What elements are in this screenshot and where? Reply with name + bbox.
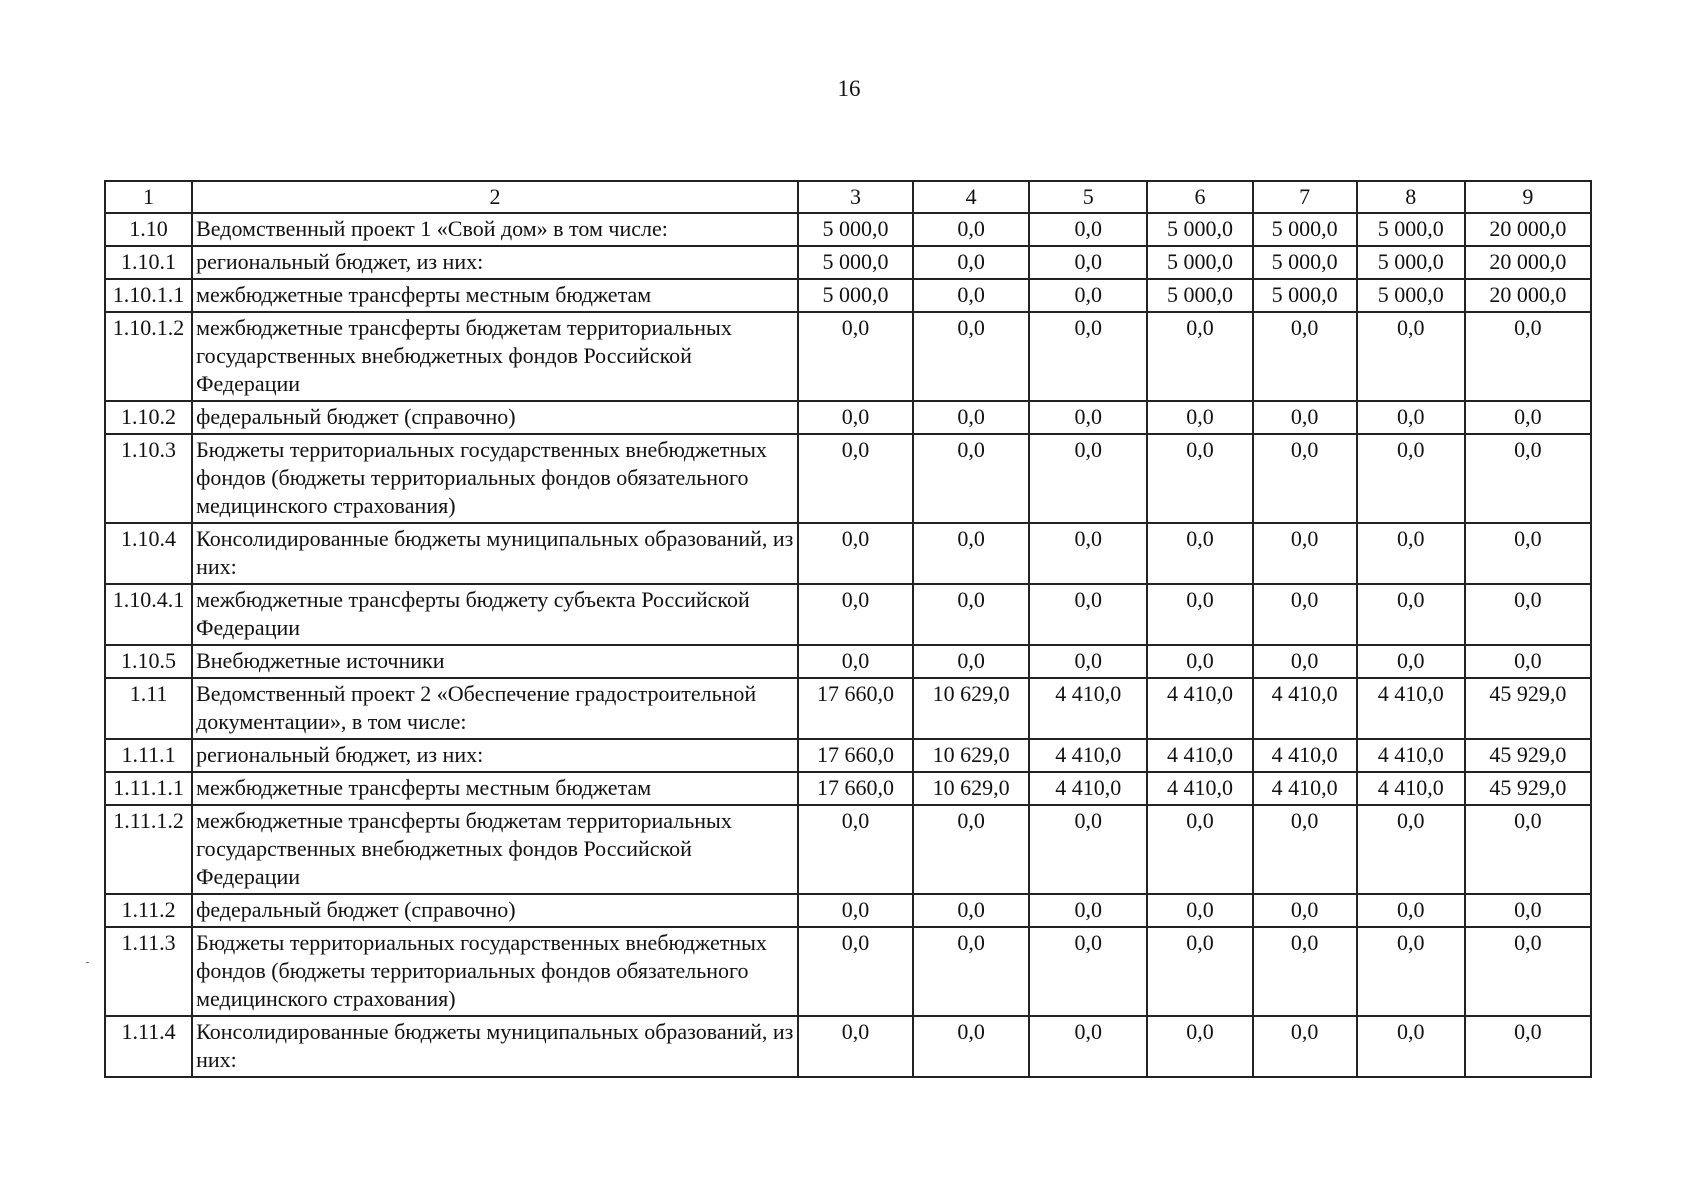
row-value-cell: 4 410,0 [1029,739,1147,772]
column-header: 1 [105,181,192,213]
table-row [105,927,1591,1016]
row-value-cell: 0,0 [798,805,913,894]
row-value-cell: 0,0 [798,894,913,927]
row-value-cell: 5 000,0 [1147,279,1252,312]
table-row [105,894,1591,927]
row-value-cell: 0,0 [1357,894,1465,927]
budget-table [104,180,1592,1078]
row-value-cell: 0,0 [798,584,913,645]
row-value-cell: 10 629,0 [913,739,1029,772]
row-value-cell: 0,0 [798,434,913,523]
row-value-cell: 0,0 [798,523,913,584]
row-value-cell: 4 410,0 [1357,772,1465,805]
row-value-cell: 0,0 [1465,645,1591,678]
row-name-cell: региональный бюджет, из них: [192,246,798,279]
table-row [105,213,1591,246]
row-value-cell: 5 000,0 [1357,246,1465,279]
row-value-cell: 0,0 [1147,312,1252,401]
row-value-cell: 0,0 [1253,434,1357,523]
row-value-cell: 0,0 [1357,401,1465,434]
row-code-cell: 1.11 [105,678,192,739]
row-name-cell: межбюджетные трансферты бюджетам территориальных государственных внебюджетных фондов Российской Федерации [192,312,798,401]
row-value-cell: 0,0 [1029,434,1147,523]
row-code-cell: 1.10.1.1 [105,279,192,312]
row-value-cell: 0,0 [1147,401,1252,434]
row-value-cell: 0,0 [1147,645,1252,678]
row-value-cell: 45 929,0 [1465,772,1591,805]
row-code-cell: 1.11.4 [105,1016,192,1077]
row-value-cell: 0,0 [1029,401,1147,434]
row-code-cell: 1.11.3 [105,927,192,1016]
row-value-cell: 0,0 [913,246,1029,279]
row-value-cell: 20 000,0 [1465,279,1591,312]
table-row [105,1016,1591,1077]
row-code-cell: 1.11.1.2 [105,805,192,894]
table-row [105,312,1591,401]
row-value-cell: 0,0 [913,927,1029,1016]
row-value-cell: 17 660,0 [798,739,913,772]
row-code-cell: 1.10.4.1 [105,584,192,645]
row-value-cell: 0,0 [1029,927,1147,1016]
row-value-cell: 0,0 [1465,894,1591,927]
column-header: 6 [1147,181,1252,213]
row-value-cell: 0,0 [1147,584,1252,645]
row-code-cell: 1.10.1.2 [105,312,192,401]
row-value-cell: 0,0 [1253,927,1357,1016]
column-header: 8 [1357,181,1465,213]
row-name-cell: межбюджетные трансферты местным бюджетам [192,279,798,312]
row-value-cell: 5 000,0 [1253,279,1357,312]
row-value-cell: 0,0 [1357,645,1465,678]
row-value-cell: 5 000,0 [1357,279,1465,312]
row-name-cell: Бюджеты территориальных государственных внебюджетных фондов (бюджеты территориальных фондов обязательного медицинского страхования) [192,927,798,1016]
row-value-cell: 5 000,0 [1147,246,1252,279]
row-value-cell: 0,0 [798,927,913,1016]
row-value-cell: 4 410,0 [1147,739,1252,772]
row-value-cell: 0,0 [1029,246,1147,279]
row-name-cell: межбюджетные трансферты бюджету субъекта Российской Федерации [192,584,798,645]
row-name-cell: межбюджетные трансферты местным бюджетам [192,772,798,805]
row-value-cell: 4 410,0 [1357,678,1465,739]
row-value-cell: 45 929,0 [1465,678,1591,739]
row-value-cell: 5 000,0 [1253,246,1357,279]
scan-mark [86,962,89,963]
table-row [105,434,1591,523]
table-row [105,678,1591,739]
column-header: 3 [798,181,913,213]
table-row [105,279,1591,312]
row-value-cell: 5 000,0 [798,213,913,246]
row-value-cell: 0,0 [1029,1016,1147,1077]
row-value-cell: 0,0 [1253,1016,1357,1077]
row-name-cell: региональный бюджет, из них: [192,739,798,772]
row-value-cell: 10 629,0 [913,772,1029,805]
page-number: 16 [837,76,861,101]
row-code-cell: 1.11.2 [105,894,192,927]
row-value-cell: 0,0 [1029,894,1147,927]
row-value-cell: 17 660,0 [798,678,913,739]
row-value-cell: 0,0 [913,434,1029,523]
row-name-cell: межбюджетные трансферты бюджетам территориальных государственных внебюджетных фондов Российской Федерации [192,805,798,894]
row-value-cell: 0,0 [913,401,1029,434]
row-name-cell: федеральный бюджет (справочно) [192,401,798,434]
row-value-cell: 0,0 [913,312,1029,401]
column-header: 5 [1029,181,1147,213]
row-value-cell: 0,0 [1465,805,1591,894]
row-value-cell: 0,0 [1465,401,1591,434]
column-header: 4 [913,181,1029,213]
row-value-cell: 4 410,0 [1253,772,1357,805]
row-code-cell: 1.11.1 [105,739,192,772]
row-value-cell: 0,0 [1147,894,1252,927]
row-value-cell: 0,0 [1147,805,1252,894]
row-value-cell: 4 410,0 [1253,678,1357,739]
row-value-cell: 0,0 [1357,584,1465,645]
row-value-cell: 0,0 [1253,312,1357,401]
row-code-cell: 1.10.4 [105,523,192,584]
row-value-cell: 0,0 [913,894,1029,927]
row-name-cell: Внебюджетные источники [192,645,798,678]
row-value-cell: 0,0 [1465,523,1591,584]
row-value-cell: 0,0 [1029,645,1147,678]
row-value-cell: 0,0 [1147,434,1252,523]
row-value-cell: 0,0 [1253,401,1357,434]
row-value-cell: 0,0 [1147,927,1252,1016]
row-code-cell: 1.10.1 [105,246,192,279]
row-value-cell: 0,0 [1147,1016,1252,1077]
row-value-cell: 0,0 [913,1016,1029,1077]
row-value-cell: 0,0 [913,213,1029,246]
column-header: 9 [1465,181,1591,213]
row-value-cell: 0,0 [1357,312,1465,401]
row-value-cell: 4 410,0 [1357,739,1465,772]
row-code-cell: 1.10.5 [105,645,192,678]
row-value-cell: 0,0 [1465,434,1591,523]
row-code-cell: 1.10 [105,213,192,246]
row-value-cell: 4 410,0 [1029,772,1147,805]
row-value-cell: 0,0 [913,523,1029,584]
table-row [105,739,1591,772]
column-header: 2 [192,181,798,213]
row-code-cell: 1.10.3 [105,434,192,523]
row-name-cell: Ведомственный проект 1 «Свой дом» в том числе: [192,213,798,246]
row-value-cell: 0,0 [1029,312,1147,401]
row-code-cell: 1.10.2 [105,401,192,434]
row-value-cell: 20 000,0 [1465,246,1591,279]
row-value-cell: 0,0 [1465,584,1591,645]
table-row [105,523,1591,584]
row-value-cell: 10 629,0 [913,678,1029,739]
row-value-cell: 5 000,0 [1147,213,1252,246]
row-value-cell: 0,0 [1147,523,1252,584]
row-value-cell: 0,0 [1357,523,1465,584]
row-value-cell: 0,0 [1253,584,1357,645]
row-value-cell: 0,0 [913,279,1029,312]
row-value-cell: 0,0 [1253,645,1357,678]
row-value-cell: 0,0 [1465,927,1591,1016]
table-row [105,401,1591,434]
row-value-cell: 5 000,0 [1357,213,1465,246]
row-value-cell: 0,0 [1029,213,1147,246]
row-value-cell: 0,0 [1465,312,1591,401]
row-value-cell: 0,0 [1357,927,1465,1016]
table-header-row [105,181,1591,213]
row-code-cell: 1.11.1.1 [105,772,192,805]
row-value-cell: 4 410,0 [1147,772,1252,805]
row-name-cell: Консолидированные бюджеты муниципальных образований, из них: [192,1016,798,1077]
row-value-cell: 0,0 [913,805,1029,894]
row-value-cell: 0,0 [1029,584,1147,645]
row-value-cell: 4 410,0 [1147,678,1252,739]
row-value-cell: 45 929,0 [1465,739,1591,772]
row-name-cell: Бюджеты территориальных государственных внебюджетных фондов (бюджеты территориальных фондов обязательного медицинского страхования) [192,434,798,523]
row-name-cell: Ведомственный проект 2 «Обеспечение градостроительной документации», в том числе: [192,678,798,739]
column-header: 7 [1253,181,1357,213]
row-name-cell: федеральный бюджет (справочно) [192,894,798,927]
table-row [105,246,1591,279]
row-value-cell: 0,0 [798,1016,913,1077]
row-value-cell: 5 000,0 [798,279,913,312]
row-value-cell: 4 410,0 [1253,739,1357,772]
row-value-cell: 5 000,0 [798,246,913,279]
row-value-cell: 0,0 [1029,523,1147,584]
row-value-cell: 0,0 [1029,279,1147,312]
row-value-cell: 0,0 [913,645,1029,678]
table-row [105,805,1591,894]
row-value-cell: 4 410,0 [1029,678,1147,739]
row-name-cell: Консолидированные бюджеты муниципальных образований, из них: [192,523,798,584]
row-value-cell: 0,0 [1357,805,1465,894]
row-value-cell: 20 000,0 [1465,213,1591,246]
table-row [105,772,1591,805]
table-row [105,645,1591,678]
row-value-cell: 0,0 [798,401,913,434]
row-value-cell: 0,0 [1357,1016,1465,1077]
row-value-cell: 17 660,0 [798,772,913,805]
row-value-cell: 0,0 [1253,523,1357,584]
row-value-cell: 0,0 [798,312,913,401]
row-value-cell: 0,0 [1253,894,1357,927]
table-row [105,584,1591,645]
row-value-cell: 0,0 [1253,805,1357,894]
row-value-cell: 0,0 [1465,1016,1591,1077]
row-value-cell: 0,0 [1357,434,1465,523]
row-value-cell: 0,0 [1029,805,1147,894]
table-body [105,213,1591,1077]
row-value-cell: 0,0 [913,584,1029,645]
row-value-cell: 0,0 [798,645,913,678]
row-value-cell: 5 000,0 [1253,213,1357,246]
